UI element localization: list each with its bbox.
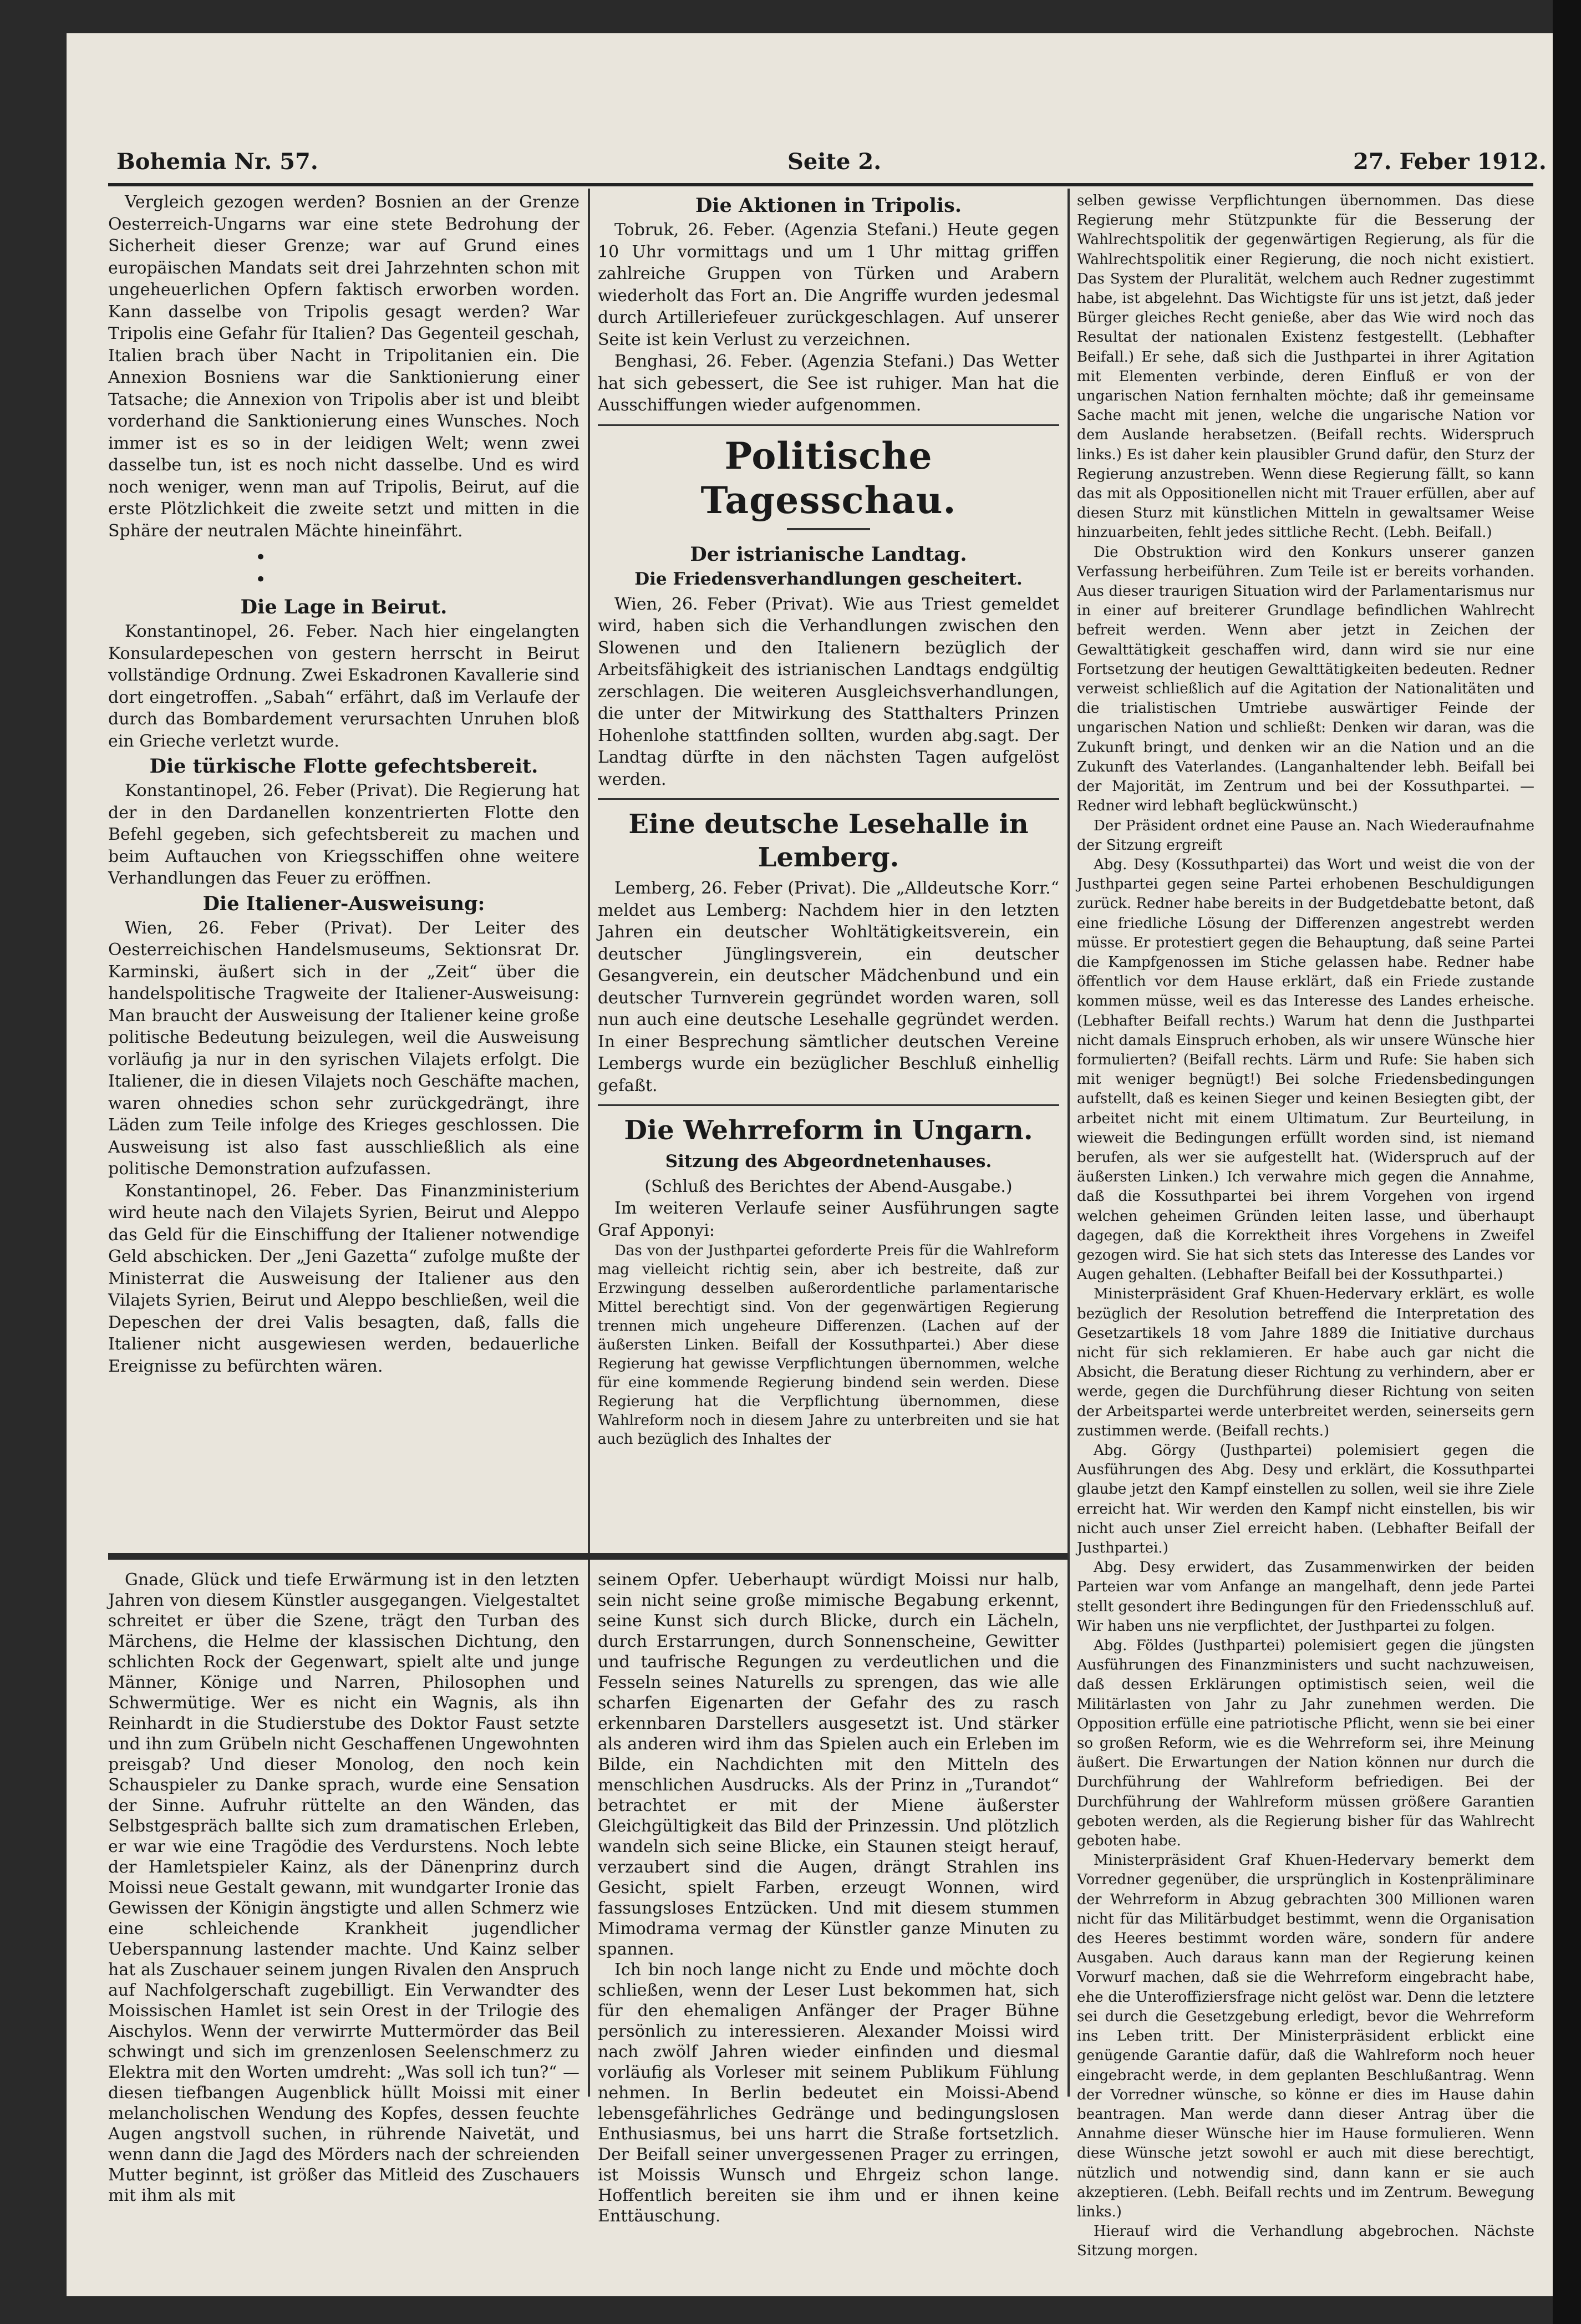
header-rule [108,183,1533,186]
feuilleton-moissi-part-1: Gnade, Glück und tiefe Erwärmung ist in den letzten Jahren von diesem Künstler ausgegangen. Vielgestaltet schreitet er über die Szene, trägt den Turban des Märchens, die Helme der klassischen Dichtung, den schlichten Rock der Gegenwart, spielt alte und junge Männer, Könige und Narren, Philosophen und Schwermütige. Wer es nicht ein Wagnis, als ihn Reinhardt in die Studierstube des Doktor Faust setzte und ihn zum Grübeln nicht Geschaffenen Ungewohnten preisgab? Und dieser Monolog, den noch kein Schauspieler zu Danke sprach, wurde eine Sensation der Sinne. Aufruhr rüttelte an den Wänden, das Selbstgespräch ballte sich zum dramatischen Erleben, er war wie eine Tragödie des Verdurstens. Noch lebte der Hamletspieler Kainz, als der Dänenprinz durch Moissi neue Gestalt gewann, mit wundgarter Ironie das Gewissen der Königin ängstigte und allen Schmerz wie eine schleichende Krankheit jugendlicher Ueberspannung lastender machte. Und Kainz selber hat als Zuschauer seinem jungen Rivalen den Anspruch auf Nachfolgerschaft zugebilligt. Ein Verwandter des Moissischen Hamlet ist sein Orest in der Trilogie des Aischylos. Wenn der verwirrte Muttermörder das Beil schwingt und sich im grenzenlosen Seelenschmerz zu Elektra mit den Worten umdreht: „Was soll ich tun?“ — diesen tiefbangen Augenblick hüllt Moissi mit einer melancholischen Wendung des Kopfes, dessen feuchte Augen angstvoll suchen, in rührende Naivetät, und wenn dann die Jagd des Mörders nach der schreienden Mutter beginnt, ist größer das Mitleid des Zuschauers mit ihm als mit [108,1570,579,2205]
masthead-issue: Bohemia Nr. 57. [116,149,318,175]
article-benghasi: Benghasi, 26. Feber. (Agenzia Stefani.) Das Wetter hat sich gebessert, die See ist ruhiger. Man hat die Ausschiffungen wieder aufgenommen. [598,352,1059,415]
subheading-peace-talks: Die Friedensverhandlungen gescheitert. [634,569,1023,589]
column-3 [1077,191,1534,2260]
speech-khuen-hedervary-1: Ministerpräsident Graf Khuen-Hedervary erklärt, es wolle bezüglich der Resolution betreffend die Interpretation des Gesetzartikels 18 vom Jahre 1889 die Initiative durchaus nicht für sich reklamieren. Er habe auch gar nicht die Absicht, die Beratung dieser Richtung zu verhindern, aber er werde, gegen die Durchführung dieser Richtung von seiten der Arbeitspartei werde unterbreitet werden, seinerseits gern zustimmen werde. (Beifall rechts.) [1077,1286,1534,1439]
section-ornament: • • [255,546,433,591]
heading-military-reform: Die Wehrreform in Ungarn. [624,1115,1033,1146]
article-lemberg: Lemberg, 26. Feber (Privat). Die „Alldeutsche Korr.“ meldet aus Lemberg: Nachdem hier in den letzten Jahren ein deutscher Wohltätigkeitsverein, ein deutscher Jünglingsverein, ein deutscher Gesangverein, ein deutscher Mädchenbund und ein deutscher Turnverein gegründet worden waren, soll nun auch eine deutsche Lesehalle gegründet werden. In einer Besprechung sämtlicher deutschen Vereine Lembergs wurde ein bezüglicher Beschluß einhellig gefaßt. [598,879,1059,1095]
heading-lemberg-reading-hall: Eine deutsche Lesehalle in Lemberg. [628,809,1029,873]
speech-desy-reply: Abg. Desy erwidert, das Zusammenwirken der beiden Parteien war vom Anfange an mangelhaft, denn jede Partei stellt gesondert ihre Bedingungen für den Friedensschluß auf. Wir haben uns nie verpflichtet, der Justhpartei zu folgen. [1077,1559,1534,1635]
section-rule [598,424,1059,426]
article-expulsion-constantinople: Konstantinopel, 26. Feber. Das Finanzministerium wird heute nach den Vilajets Syrien, Beirut und Aleppo das Geld für die Einschiffung der Italiener notwendige Geld abschicken. Der „Jeni Gazetta“ zufolge mußte der Ministerrat die Ausweisung der Italiener aus den Vilajets Syrien, Beirut und Aleppo beschließen, weil die Depeschen der drei Valis besagten, daß, falls die Italiener nicht ausgewiesen werden, bedauerliche Ereignisse zu befürchten wären. [108,1181,579,1376]
column-divider-1 [588,189,590,2097]
title-dash [787,528,870,530]
speech-foldes: Abg. Földes (Justhpartei) polemisiert gegen die jüngsten Ausführungen des Finanzministers und sucht nachzuweisen, daß dessen Erklärungen optimistisch seien, weil die Militärlasten von Jahr zu Jahr zunehmen werden. Die Opposition erfülle eine patriotische Pflicht, wenn sie bei einer so großen Reform, wie es die Wehrreform sei, ihre Meinung äußert. Die Erwartungen der Nation können nur durch die Durchführung der Wahlreform befriedigen. Bei der Durchführung der Wahlreform müssen größere Garantien geboten werden, als die Regierung bisher für das Wahlrecht geboten habe. [1077,1637,1534,1850]
article-apponyi-intro: Im weiteren Verlaufe seiner Ausführungen sagte Graf Apponyi: [598,1199,1059,1240]
issue-date: 27. Feber 1912. [1353,149,1547,175]
speech-khuen-hedervary-2: Ministerpräsident Graf Khuen-Hedervary bemerkt dem Vorredner gegenüber, die ursprünglich in Kostenpräliminare der Wehrreform in Abzug gebrachten 300 Millionen waren nicht für das Militärbudget bestimmt, wenn die Organisation des Heeres bestimmt worden wäre, sondern für andere Ausgaben. Auch daraus kann man der Regierung keinen Vorwurf machen, daß sie die Wehrreform eingebracht habe, ehe die Unteroffiziersfrage nicht gelöst war. Denn die letztere sei durch die Gesetzgebung erledigt, bevor die Wehrreform ins Leben tritt. Der Ministerpräsident erblickt eine genügende Garantie dafür, daß die Wahlreform noch heuer eingebracht werde, in dem geplanten Beschlußantrag. Wenn der Vorredner wünsche, so könne er dies im Hause dahin beantragen. Man werde dann dieser Antrag über die Annahme dieser Wünsche hier im Hause formulieren. Wenn diese Wünsche jetzt sowohl er auch mit diese berechtigt, nützlich und notwendig sind, dann kann er sie auch akzeptieren. (Lebh. Beifall rechts und im Zentrum. Bewegung links.) [1077,1852,1534,2220]
scan-edge-strip [1553,0,1581,2324]
article-turkish-fleet: Konstantinopel, 26. Feber (Privat). Die Regierung hat der in den Dardanellen konzentrierten Flotte den Befehl gegeben, sich gefechtsbereit zu machen und beim Auftauchen von Kriegsschiffen ohne weitere Verhandlungen das Feuer zu eröffnen. [108,781,579,888]
article-beirut: Konstantinopel, 26. Feber. Nach hier eingelangten Konsulardepeschen von gestern herrscht in Beirut vollständige Ordnung. Zwei Eskadronen Kavallerie sind dort eingetroffen. „Sabah“ erfährt, daß im Verlaufe der durch das Bombardement verursachten Unruhen bloß ein Grieche verletzt wurde. [108,622,579,751]
article-apponyi-speech: Das von der Justhpartei geforderte Preis für die Wahlreform mag vielleicht richtig sein, aber ich bestreite, daß zur Erzwingung desselben außerordentliche parlamentarische Mittel berechtigt sind. Von der gegenwärtigen Regierung trennen mich ungeheure Differenzen. (Lachen auf der äußersten Linken. Beifall der Kossuthpartei.) Aber diese Regierung hat gewisse Verpflichtungen übernommen, welche für eine kommende Regierung bindend sein werden. Diese Regierung hat die Verpflichtung übernommen, diese Wahlreform noch in diesem Jahre zu unterbreiten und sie hat auch bezüglich des Inhaltes der [598,1242,1059,1448]
column-1 [108,191,579,1545]
column-divider-2 [1067,189,1070,2097]
speech-gorgy: Abg. Görgy (Justhpartei) polemisiert gegen die Ausführungen des Abg. Desy und erklärt, die Kossuthpartei glaube jetzt den Kampf einstellen zu sollen, weil sie ihre Ziele erreicht hat. Wir werden den Kampf nicht einstellen, bis wir nicht auch unser Ziel erreicht haben. (Lebhafter Beifall der Justhpartei.) [1077,1442,1534,1557]
article-tobruk: Tobruk, 26. Feber. (Agenzia Stefani.) Heute gegen 10 Uhr vormittags und um 1 Uhr mittag griffen zahlreiche Gruppen von Türken und Arabern wiederholt das Fort an. Die Angriffe wurden jedesmal durch Artilleriefeuer zurückgeschlagen. Auf unserer Seite ist kein Verlust zu verzeichnen. [598,220,1059,349]
feuilleton-moissi-part-2: seinem Opfer. Ueberhaupt würdigt Moissi nur halb, sein nicht seine große mimische Begabung erkennt, seine Kunst sich durch Blicke, durch ein Lächeln, durch Erstarrungen, durch Sonnenscheine, Gewitter und taufrische Regungen zu verdeutlichen und die Fesseln seines Naturells zu sprengen, das wie alle scharfen Eigenarten der Gefahr des zu rasch erkennbaren Darstellers ausgesetzt ist. Und stärker als anderen wird ihm das Spielen auch ein Erleben im Bilde, ein Nachdichten mit den Mitteln des menschlichen Ausdrucks. Als der Prinz in „Turandot“ betrachtet er mit der Miene äußerster Gleichgültigkeit das Bild der Prinzessin. Und plötzlich wandeln sich seine Blicke, ein Staunen steigt herauf, verzaubert sind die Augen, drängt Strahlen ins Gesicht, spielt Farben, erzeugt Wonnen, wird fassungsloses Entzücken. Und mit diesem stummen Mimodrama vermag der Künstler ganze Minuten zu spannen. [598,1570,1059,1959]
heading-turkish-fleet: Die türkische Flotte gefechtsbereit. [149,755,538,778]
feuilleton-column-2 [598,1570,1059,2226]
section-title-politics: Politische Tagesschau. [700,434,957,522]
page-number: Seite 2. [787,149,882,175]
subheading-report-note: (Schluß des Berichtes der Abend-Ausgabe.) [644,1177,1013,1196]
feuilleton-divider [108,1553,1067,1560]
section-rule [598,798,1059,800]
feuilleton-moissi-part-3: Ich bin noch lange nicht zu Ende und möchte doch schließen, wenn der Leser Lust bekommen hat, sich für den ehemaligen Anfänger der Prager Bühne persönlich zu interessieren. Alexander Moissi wird nach zwölf Jahren wieder einfinden und diesmal vorläufig als Vorleser mit seinem Publikum Fühlung nehmen. In Berlin bedeutet ein Moissi-Abend lebensgefährliches Gedränge und bedingungslosen Enthusiasmus, bei uns harrt die Straße fortsetzlich. Der Beifall seiner unvergessenen Prager zu erringen, ist Moissis Wunsch und Ehrgeiz schon lange. Hoffentlich bereiten sie ihm und er ihnen keine Enttäuschung. [598,1960,1059,2226]
tripolis-commentary: Vergleich gezogen werden? Bosnien an der Grenze Oesterreich-Ungarns war eine stete Bedrohung der Sicherheit dieser Grenze; war auf Grund eines europäischen Mandats seit drei Jahrzehnten schon mit ungeheuerlichen Opfern faktisch erworben worden. Kann dasselbe von Tripolis gesagt werden? War Tripolis eine Gefahr für Italien? Das Gegenteil geschah, Italien brach über Nacht in Tripolitanien ein. Die Annexion Bosniens war die Sanktionierung einer Tatsache; die Annexion von Tripolis aber ist und bleibt vorderhand die Sanktionierung eines Wunsches. Noch immer ist es so in der leidigen Welt; wenn zwei dasselbe tun, ist es noch nicht dasselbe. Und es wird noch weniger, wenn man auf Tripolis, Beirut, auf die erste Plötzlichkeit die zweite setzt und mitten in die Sphäre der neutralen Mächte hineinfährt. [108,192,579,541]
section-rule [598,1104,1059,1106]
article-expulsion-vienna: Wien, 26. Feber (Privat). Der Leiter des Oesterreichischen Handelsmuseums, Sektionsrat Dr. Karminski, äußert sich in der „Zeit“ über die handelspolitische Tragweite der Italiener-Ausweisung: Man braucht der Ausweisung der Italiener keine große politische Bedeutung beizulegen, weil die Ausweisung vorläufig ja nur in den syrischen Vilajets erfolgt. Die Italiener, die in diesen Vilajets noch Geschäfte machen, waren ohnedies schon sehr zurückgedrängt, ihre Läden zum Teile infolge des Krieges geschlossen. Die Ausweisung ist also fast ausschließlich als eine politische Demonstration aufzufassen. [108,918,579,1179]
column-2 [598,191,1059,1545]
session-pause: Der Präsident ordnet eine Pause an. Nach Wiederaufnahme der Sitzung ergreift [1077,817,1534,854]
apponyi-obstruction: Die Obstruktion wird den Konkurs unserer ganzen Verfassung herbeiführen. Zum Teile ist er bereits vorhanden. Aus dieser traurigen Situation wird der Parlamentarismus nur in einer auf breiterer Grundlage befindlichen Wahlrecht befreit werden. Wenn aber jetzt in Zeichen der Gewalttätigkeit geschaffen wird, dann wird sie nur eine Fortsetzung der heutigen Gewalttätigkeiten bedeuten. Redner verweist schließlich auf die Agitation der Nationalitäten und die trialistischen Umtriebe auswärtiger Feinde der ungarischen Nation und schließt: Denken wir daran, was die Zukunft bringt, und denken wir an die Nation und an die Zukunft des Vaterlandes. (Langanhaltender lebh. Beifall bei der Majorität, im Zentrum und bei der Kossuthpartei. — Redner wird lebhaft beglückwünscht.) [1077,544,1534,815]
heading-expulsion: Die Italiener-Ausweisung: [202,892,485,915]
feuilleton-column-1 [108,1570,579,2205]
heading-istrian-diet: Der istrianische Landtag. [690,542,967,566]
heading-tripolis-actions: Die Aktionen in Tripolis. [695,194,962,217]
heading-beirut: Die Lage in Beirut. [240,596,448,618]
subheading-parliament-session: Sitzung des Abgeordnetenhauses. [665,1151,992,1171]
article-istrian-diet: Wien, 26. Feber (Privat). Wie aus Triest gemeldet wird, haben sich die Verhandlungen zwischen den Slowenen und den Italienern bezüglich der Arbeitsfähigkeit des istrianischen Landtags endgültig zerschlagen. Die weiteren Ausgleichsverhandlungen, die unter der Mitwirkung des Statthalters Prinzen Hohenlohe stattfinden sollten, wurden abg.sagt. Der Landtag dürfte in den nächsten Tagen aufgelöst werden. [598,594,1059,789]
session-adjourned: Hierauf wird die Verhandlung abgebrochen. Nächste Sitzung morgen. [1077,2223,1534,2260]
speech-desy: Abg. Desy (Kossuthpartei) das Wort und weist die von der Justhpartei gegen seine Partei erhobenen Beschuldigungen zurück. Redner habe bereits in der Budgetdebatte betont, daß eine friedliche Lösung der Differenzen angestrebt werden müsse. Er protestiert gegen die Behauptung, daß seine Partei die Kampfgenossen im Stiche gelassen habe. Redner habe öffentlich vor dem Hause erklärt, daß ein Friede zustande kommen müsse, weil es das Interesse des Landes erheische. (Lebhafter Beifall rechts.) Warum hat denn die Justhpartei nicht damals Einspruch erhoben, als wir unsere Wünsche hier formulierten? (Beifall rechts. Lärm und Rufe: Sie haben sich mit weniger begnügt!) Bei solche Friedensbedingungen aufstellt, daß es keinen Sieger und keinen Besiegten gibt, der arbeitet nicht mit einem Ultimatum. Zur Beurteilung, in wieweit die Bedingungen erfüllt worden sind, ist niemand berufen, als wer sie aufgestellt hat. (Widerspruch auf der äußersten Linken.) Ich verwahre mich gegen die Annahme, daß die Kossuthpartei bei ihrem Vorgehen von irgend welchen geheimen Gründen leiten lasse, und überhaupt dagegen, daß die Korrektheit ihres Vorgehens in Zweifel gezogen wird. Sie hat sich stets das Interesse des Landes vor Augen gehalten. (Lebhafter Beifall bei der Kossuthpartei.) [1077,856,1534,1283]
apponyi-speech-continued: selben gewisse Verpflichtungen übernommen. Das diese Regierung mehr Stützpunkte für die Besserung der Wahlrechtspolitik der gegenwärtigen Regierung, als für die Wahlrechtspolitik einer Regierung, die noch nicht existiert. Das System der Pluralität, welchem auch Redner zugestimmt habe, ist abgelehnt. Das Wichtigste für uns ist jetzt, daß jeder Bürger gleiches Recht genieße, aber das Wie wird noch das Resultat der nationalen Existenz festgestellt. (Lebhafter Beifall.) Er sehe, daß sich die Justhpartei in ihrer Agitation mit Elementen verbinde, deren Einfluß er von der ungarischen Nation fernhalten möchte; daß ihr gemeinsame Sache macht mit jenen, welche die ungarische Nation vor dem Auslande herabsetzen. (Beifall rechts. Widerspruch links.) Es ist daher kein plausibler Grund dafür, den Sturz der Regierung anzustreben. Wenn diese Regierung fällt, so kann das mit als Oppositionellen nicht mit Trauer erfüllen, aber auf diesen Sturz mit künstlichen Mitteln in gewaltsamer Weise hinzuarbeiten, fehlt jedes sittliche Recht. (Lebh. Beifall.) [1077,192,1534,541]
